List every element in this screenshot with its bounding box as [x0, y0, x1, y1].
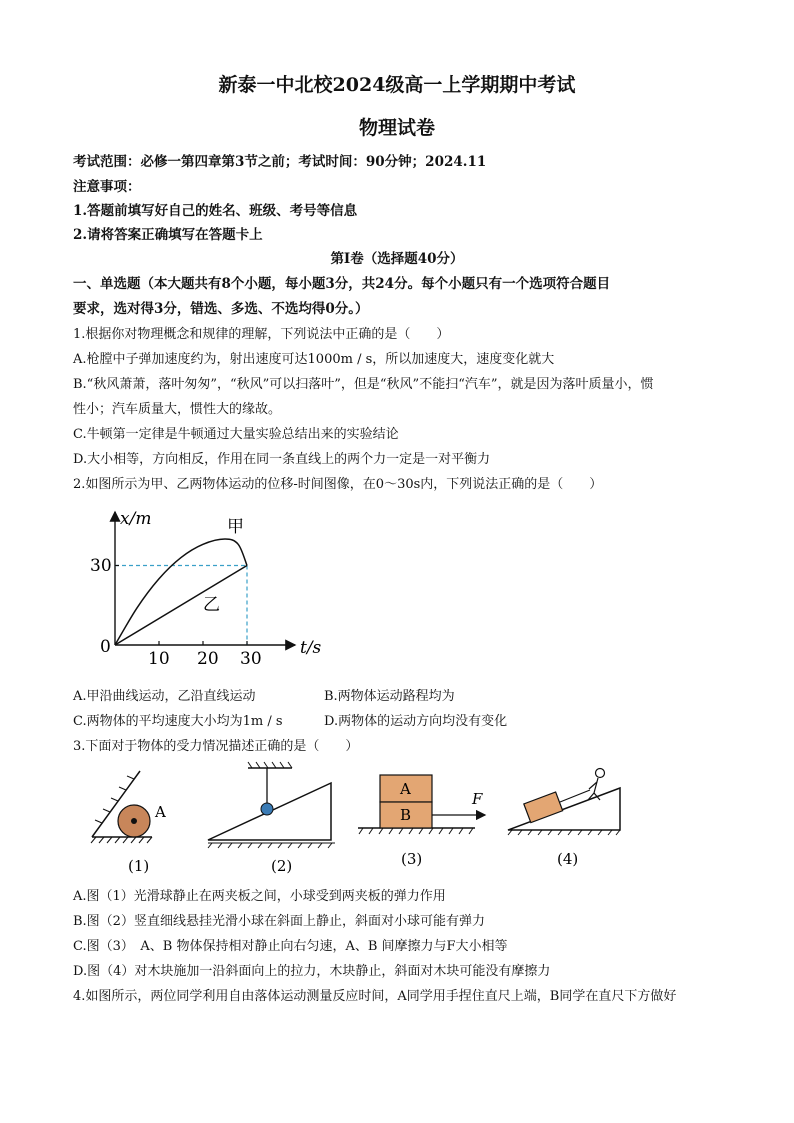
origin-label: 0	[100, 637, 111, 657]
block-a-label: A	[400, 780, 411, 798]
q1-stem: 1.根据你对物理概念和规律的理解，下列说法中正确的是（ ）	[73, 327, 450, 342]
notice-heading: 注意事项：	[73, 179, 141, 195]
y-tick-label-30: 30	[90, 556, 112, 576]
q1-option-d: D.大小相等，方向相反，作用在同一条直线上的两个力一定是一对平衡力	[73, 452, 491, 467]
q4-stem: 4.如图所示，两位同学利用自由落体运动测量反应时间，A同学用手捏住直尺上端，B同学在直尺下方做好	[73, 989, 677, 1004]
section-title: 第I卷（选择题40分）	[330, 251, 464, 267]
figure-1-label: (1)	[128, 857, 150, 875]
x-tick-label-30: 30	[240, 649, 262, 669]
small-ball	[261, 803, 273, 815]
wood-block	[524, 792, 563, 823]
series-jia-curve	[115, 539, 247, 645]
incline-4	[508, 788, 620, 830]
figure-2	[208, 762, 335, 875]
q2-option-b: B.两物体运动路程均为	[324, 689, 455, 704]
series-yi-line	[115, 566, 247, 646]
q3-option-b: B.图（2）竖直细线悬挂光滑小球在斜面上静止，斜面对小球可能有弹力	[73, 914, 485, 929]
q3-figures	[80, 760, 640, 878]
y-axis-label: x/m	[120, 509, 152, 529]
block-b-label: B	[400, 806, 412, 824]
force-label-f: F	[472, 790, 483, 808]
figure-4-label: (4)	[557, 850, 579, 868]
line-label-yi: 乙	[203, 595, 220, 615]
q1-option-b-line2: 性小；汽车质量大，惯性大的缘故。	[73, 402, 282, 417]
q2-option-c: C.两物体的平均速度大小均为1m / s	[73, 714, 283, 729]
section-instructions-2: 要求，选对得3分，错选、多选、不选均得0分。）	[73, 301, 369, 317]
x-axis-label: t/s	[300, 638, 322, 658]
q2-option-d: D.两物体的运动方向均没有变化	[324, 714, 508, 729]
exam-subtitle: 物理试卷	[358, 117, 435, 139]
notice-item-1: 1.答题前填写好自己的姓名、班级、考号等信息	[73, 203, 358, 219]
q3-option-a: A.图（1）光滑球静止在两夹板之间，小球受到两夹板的弹力作用	[73, 889, 446, 904]
q2-stem: 2.如图所示为甲、乙两物体运动的位移-时间图像，在0～30s内，下列说法正确的是（ ）	[73, 477, 603, 492]
exam-info: 考试范围：必修一第四章第3节之前；考试时间：90分钟；2024.11	[73, 154, 487, 170]
q1-option-b-line1: B.“秋风萧萧，落叶匆匆”，“秋风”可以扫落叶”，但是“秋风”不能扫“汽车”，就是因为落叶质量小，惯	[73, 377, 654, 392]
section-instructions-1: 一、单选题（本大题共有8个小题，每小题3分，共24分。每个小题只有一个选项符合题目	[73, 276, 611, 292]
exam-title: 新泰一中北校2024级高一上学期期中考试	[218, 74, 576, 96]
q1-option-c: C.牛顿第一定律是牛顿通过大量实验总结出来的实验结论	[73, 427, 399, 442]
x-tick-label-20: 20	[197, 649, 219, 669]
x-tick-label-10: 10	[148, 649, 170, 669]
q1-option-a: A.枪膛中子弹加速度约为，射出速度可达1000m / s，所以加速度大，速度变化就大	[73, 352, 555, 367]
q2-option-a: A.甲沿曲线运动，乙沿直线运动	[73, 689, 256, 704]
q2-xt-graph	[90, 500, 350, 675]
q3-option-d: D.图（4）对木块施加一沿斜面向上的拉力，木块静止，斜面对木块可能没有摩擦力	[73, 964, 551, 979]
notice-item-2: 2.请将答案正确填写在答题卡上	[73, 227, 263, 243]
figure-3-label: (3)	[401, 850, 423, 868]
figure-3	[358, 775, 485, 868]
figure-4	[508, 769, 620, 869]
figure-1	[91, 771, 166, 875]
ball-label-a: A	[155, 803, 166, 821]
q3-option-c: C.图（3） A、B 物体保持相对静止向右匀速，A、B 间摩擦力与F大小相等	[73, 939, 508, 954]
figure-2-label: (2)	[271, 857, 293, 875]
curve-label-jia: 甲	[227, 517, 244, 537]
q3-stem: 3.下面对于物体的受力情况描述正确的是（ ）	[73, 739, 359, 754]
